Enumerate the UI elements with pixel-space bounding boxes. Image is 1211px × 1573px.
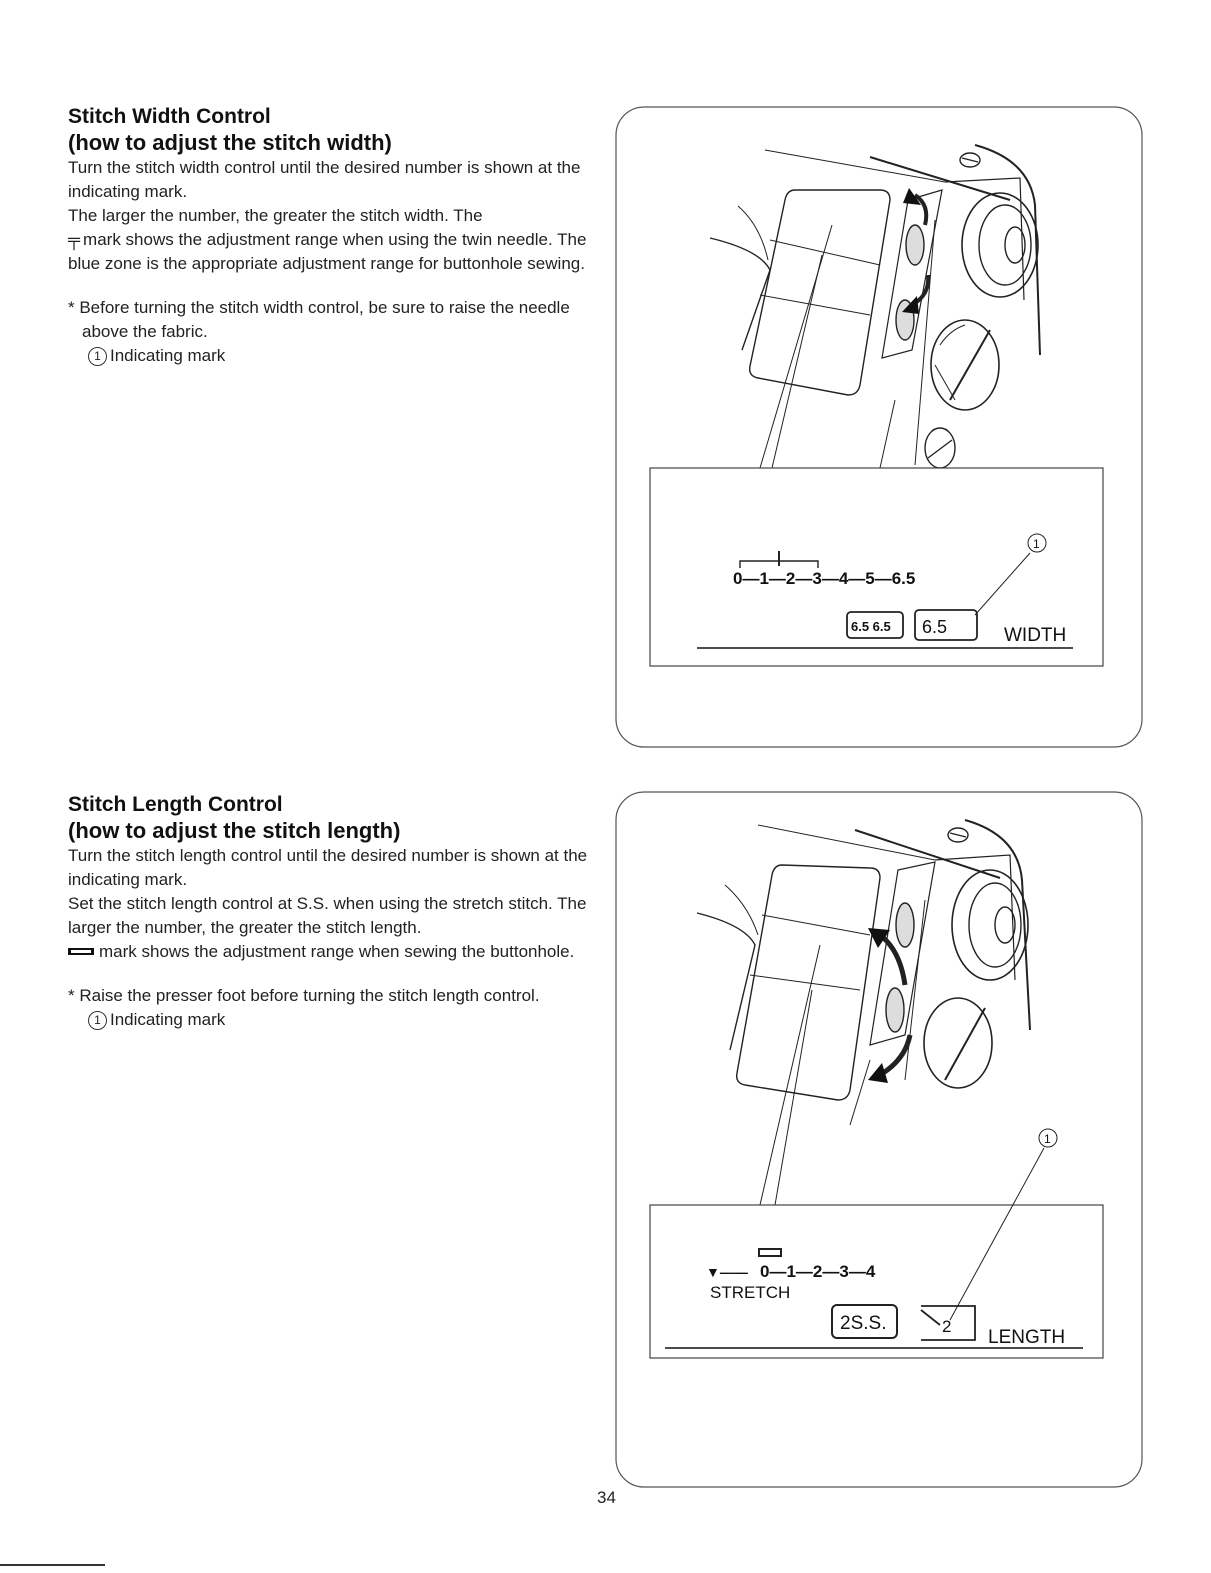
width-label: WIDTH [1004,625,1067,646]
length-callout-number: 1 [1044,1132,1051,1146]
length-label: LENGTH [988,1327,1066,1348]
stitch-length-title: Stitch Length Control [68,793,283,816]
width-dial-right: 6.5 [922,617,948,637]
stitch-width-note: * Before turning the stitch width control, be sure to raise the needle above the fabric. [68,298,570,341]
scan-edge-mark [0,1564,105,1566]
width-dial-left: 6.5 6.5 [851,619,891,634]
stitch-length-para-3-text: mark shows the adjustment range when sewing the buttonhole. [99,942,575,961]
callout-number-icon: 1 [88,1011,107,1030]
length-figure [616,792,1142,1487]
stitch-length-note: * Raise the presser foot before turning the stitch length control. [68,986,540,1005]
stitch-width-para-1: Turn the stitch width control until the desired number is shown at the indicating mark. [68,158,581,201]
length-dial-left: 2S.S. [840,1313,887,1334]
length-scale: 0—1—2—3—4 [760,1262,876,1281]
width-figure [616,107,1142,747]
stitch-width-para-2a: The larger the number, the greater the stitch width. The [68,206,483,225]
width-scale: 0—1—2—3—4—5—6.5 [733,569,916,588]
stitch-width-para-2b-text: mark shows the adjustment range when using the twin needle. The blue zone is the appropriate adjustment range for buttonhole sewing. [68,230,587,273]
stitch-width-subtitle: (how to adjust the stitch width) [68,130,392,155]
stitch-length-para-1: Turn the stitch length control until the desired number is shown at the indicating mark. [68,846,588,889]
stitch-width-title: Stitch Width Control [68,105,271,128]
callout-label: Indicating mark [110,346,226,365]
length-stretch-label: STRETCH [710,1283,791,1302]
page-number: 34 [597,1488,616,1507]
stretch-triangle-icon: ▼—— [706,1264,748,1280]
twin-needle-icon: ╤ [68,230,81,249]
callout-label: Indicating mark [110,1010,226,1029]
length-dial-right: 2 [942,1317,952,1336]
stitch-length-para-2: Set the stitch length control at S.S. when using the stretch stitch. The larger the number, the greater the stitch length. [68,894,587,937]
stitch-length-subtitle: (how to adjust the stitch length) [68,818,401,843]
width-callout-number: 1 [1033,537,1040,551]
callout-number-icon: 1 [88,347,107,366]
